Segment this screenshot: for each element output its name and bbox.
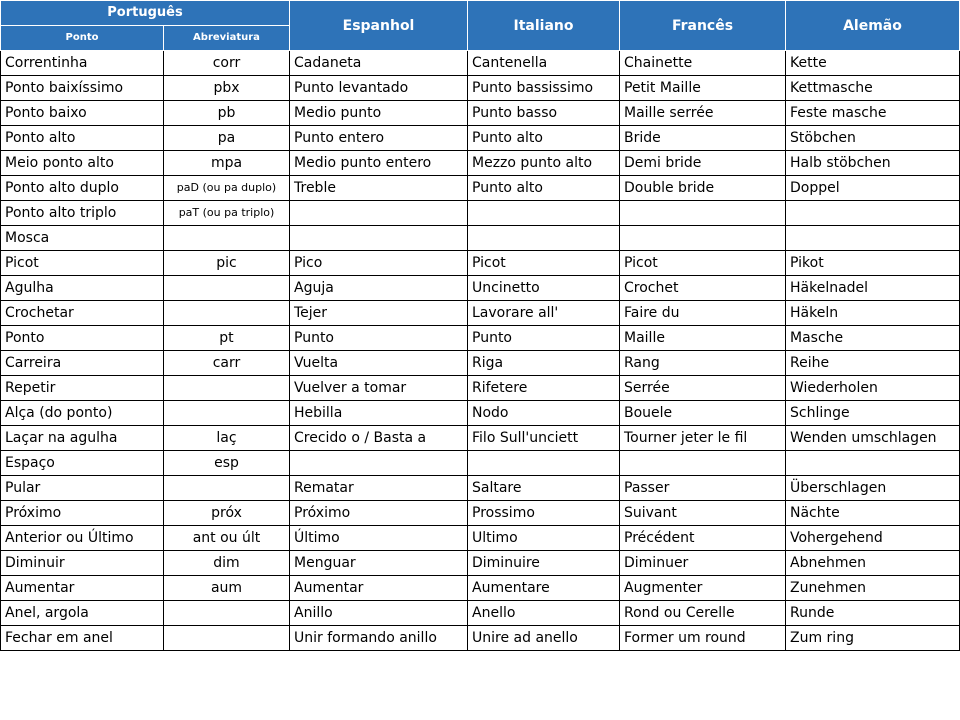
cell-espanhol: Pico [290,251,468,276]
cell-alemao: Schlinge [786,401,960,426]
cell-frances: Tourner jeter le fil [620,426,786,451]
cell-frances: Maille serrée [620,101,786,126]
cell-espanhol: Punto entero [290,126,468,151]
cell-portugues: Picot [1,251,164,276]
table-row [1,201,960,226]
cell-portugues: Agulha [1,276,164,301]
cell-italiano: Aumentare [468,576,620,601]
cell-abreviatura [164,401,290,426]
cell-frances: Picot [620,251,786,276]
cell-espanhol: Cadaneta [290,51,468,76]
cell-espanhol: Medio punto [290,101,468,126]
cell-italiano: Punto basso [468,101,620,126]
cell-frances: Précédent [620,526,786,551]
table-row [1,251,960,276]
cell-espanhol: Tejer [290,301,468,326]
table-row [1,326,960,351]
cell-portugues: Fechar em anel [1,626,164,651]
cell-espanhol: Rematar [290,476,468,501]
table-row [1,51,960,76]
cell-abreviatura: pb [164,101,290,126]
table-row [1,401,960,426]
cell-portugues: Ponto [1,326,164,351]
table-row [1,601,960,626]
cell-italiano: Ultimo [468,526,620,551]
cell-frances: Bouele [620,401,786,426]
table-row [1,276,960,301]
table-row [1,501,960,526]
cell-espanhol: Vuelver a tomar [290,376,468,401]
cell-frances: Serrée [620,376,786,401]
cell-frances: Former um round [620,626,786,651]
cell-abreviatura: carr [164,351,290,376]
cell-abreviatura: ant ou últ [164,526,290,551]
table-row [1,101,960,126]
cell-alemao [786,201,960,226]
cell-alemao: Zum ring [786,626,960,651]
cell-portugues: Alça (do ponto) [1,401,164,426]
table-header [1,1,960,51]
cell-espanhol: Unir formando anillo [290,626,468,651]
cell-espanhol: Hebilla [290,401,468,426]
cell-italiano: Punto bassissimo [468,76,620,101]
cell-portugues: Meio ponto alto [1,151,164,176]
cell-abreviatura [164,301,290,326]
cell-portugues: Mosca [1,226,164,251]
cell-alemao: Abnehmen [786,551,960,576]
table-row [1,626,960,651]
cell-frances [620,226,786,251]
cell-abreviatura: paD (ou pa duplo) [164,176,290,201]
cell-frances: Rang [620,351,786,376]
header-alemao: Alemão [786,1,960,51]
cell-italiano: Filo Sull'unciett [468,426,620,451]
cell-italiano [468,226,620,251]
cell-abreviatura: dim [164,551,290,576]
cell-abreviatura: aum [164,576,290,601]
cell-italiano: Anello [468,601,620,626]
header-espanhol: Espanhol [290,1,468,51]
cell-portugues: Crochetar [1,301,164,326]
cell-portugues: Ponto baixíssimo [1,76,164,101]
table-row [1,476,960,501]
cell-espanhol: Último [290,526,468,551]
header-ponto: Ponto [1,26,164,51]
cell-alemao: Feste masche [786,101,960,126]
cell-italiano: Mezzo punto alto [468,151,620,176]
cell-alemao: Runde [786,601,960,626]
cell-espanhol: Medio punto entero [290,151,468,176]
cell-frances: Passer [620,476,786,501]
cell-abreviatura: pt [164,326,290,351]
cell-espanhol: Vuelta [290,351,468,376]
cell-espanhol: Anillo [290,601,468,626]
cell-espanhol: Crecido o / Basta a [290,426,468,451]
cell-frances: Suivant [620,501,786,526]
cell-alemao: Reihe [786,351,960,376]
cell-alemao: Kettmasche [786,76,960,101]
cell-alemao: Häkeln [786,301,960,326]
cell-abreviatura: pa [164,126,290,151]
cell-portugues: Ponto baixo [1,101,164,126]
cell-frances: Crochet [620,276,786,301]
cell-abreviatura: pbx [164,76,290,101]
cell-italiano: Diminuire [468,551,620,576]
cell-espanhol: Aguja [290,276,468,301]
table-row [1,301,960,326]
cell-portugues: Correntinha [1,51,164,76]
cell-frances: Demi bride [620,151,786,176]
cell-italiano: Punto alto [468,176,620,201]
table-row [1,376,960,401]
cell-italiano: Cantenella [468,51,620,76]
table-row [1,426,960,451]
table-row [1,526,960,551]
cell-espanhol [290,226,468,251]
cell-frances: Rond ou Cerelle [620,601,786,626]
header-frances: Francês [620,1,786,51]
cell-italiano: Picot [468,251,620,276]
cell-abreviatura [164,376,290,401]
cell-italiano: Punto [468,326,620,351]
cell-portugues: Laçar na agulha [1,426,164,451]
table-row [1,126,960,151]
cell-portugues: Pular [1,476,164,501]
cell-alemao: Zunehmen [786,576,960,601]
table-row [1,551,960,576]
cell-abreviatura [164,626,290,651]
table-row [1,151,960,176]
cell-italiano: Unire ad anello [468,626,620,651]
cell-espanhol: Treble [290,176,468,201]
cell-espanhol [290,201,468,226]
cell-frances: Faire du [620,301,786,326]
cell-portugues: Anel, argola [1,601,164,626]
cell-portugues: Próximo [1,501,164,526]
cell-espanhol [290,451,468,476]
table-row [1,451,960,476]
header-portugues: Português [1,1,290,26]
cell-espanhol: Próximo [290,501,468,526]
cell-abreviatura: mpa [164,151,290,176]
cell-alemao: Überschlagen [786,476,960,501]
cell-portugues: Anterior ou Último [1,526,164,551]
cell-espanhol: Menguar [290,551,468,576]
cell-alemao: Pikot [786,251,960,276]
cell-portugues: Aumentar [1,576,164,601]
header-italiano: Italiano [468,1,620,51]
table-row [1,226,960,251]
cell-portugues: Repetir [1,376,164,401]
cell-abreviatura [164,476,290,501]
cell-portugues: Ponto alto triplo [1,201,164,226]
cell-italiano [468,451,620,476]
cell-portugues: Espaço [1,451,164,476]
cell-abreviatura: pic [164,251,290,276]
cell-frances: Maille [620,326,786,351]
cell-alemao: Wiederholen [786,376,960,401]
table-row [1,176,960,201]
cell-frances: Chainette [620,51,786,76]
cell-abreviatura: corr [164,51,290,76]
cell-italiano: Saltare [468,476,620,501]
cell-frances: Bride [620,126,786,151]
cell-frances: Augmenter [620,576,786,601]
cell-frances [620,201,786,226]
cell-alemao: Nächte [786,501,960,526]
cell-alemao [786,226,960,251]
cell-abreviatura: esp [164,451,290,476]
cell-abreviatura: próx [164,501,290,526]
table-row [1,576,960,601]
cell-abreviatura [164,601,290,626]
cell-espanhol: Aumentar [290,576,468,601]
table-row [1,351,960,376]
cell-portugues: Carreira [1,351,164,376]
cell-alemao: Wenden umschlagen [786,426,960,451]
cell-frances: Double bride [620,176,786,201]
cell-italiano [468,201,620,226]
cell-abreviatura [164,276,290,301]
cell-alemao: Stöbchen [786,126,960,151]
cell-alemao: Halb stöbchen [786,151,960,176]
cell-alemao: Vohergehend [786,526,960,551]
cell-frances: Petit Maille [620,76,786,101]
cell-italiano: Uncinetto [468,276,620,301]
cell-italiano: Rifetere [468,376,620,401]
cell-portugues: Ponto alto duplo [1,176,164,201]
cell-portugues: Ponto alto [1,126,164,151]
table-body [1,51,960,651]
cell-portugues: Diminuir [1,551,164,576]
cell-abreviatura: laç [164,426,290,451]
cell-italiano: Lavorare all' [468,301,620,326]
cell-espanhol: Punto levantado [290,76,468,101]
cell-alemao: Kette [786,51,960,76]
cell-italiano: Prossimo [468,501,620,526]
cell-frances [620,451,786,476]
cell-alemao: Häkelnadel [786,276,960,301]
cell-alemao: Doppel [786,176,960,201]
header-abreviatura: Abreviatura [164,26,290,51]
cell-italiano: Nodo [468,401,620,426]
cell-frances: Diminuer [620,551,786,576]
cell-abreviatura [164,226,290,251]
cell-italiano: Punto alto [468,126,620,151]
cell-alemao: Masche [786,326,960,351]
cell-italiano: Riga [468,351,620,376]
cell-alemao [786,451,960,476]
cell-espanhol: Punto [290,326,468,351]
table-row [1,76,960,101]
cell-abreviatura: paT (ou pa triplo) [164,201,290,226]
